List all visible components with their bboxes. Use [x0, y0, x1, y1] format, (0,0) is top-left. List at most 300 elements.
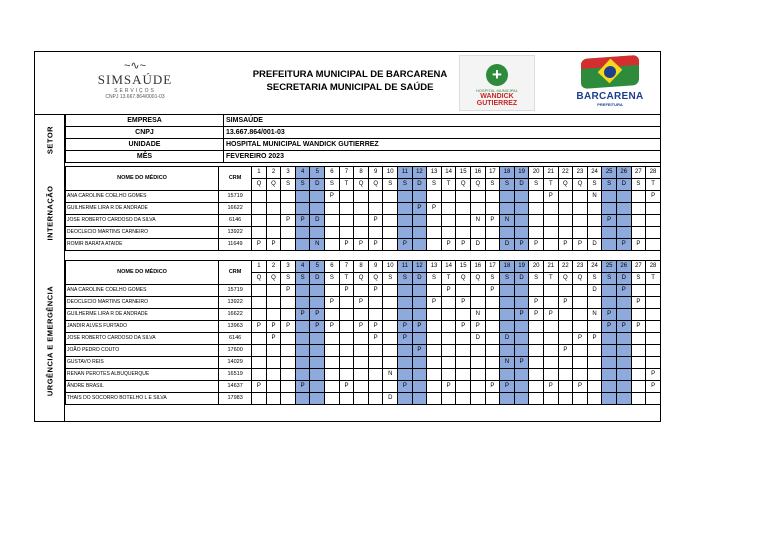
shift-cell	[646, 297, 661, 309]
shift-cell	[543, 357, 558, 369]
shift-cell	[398, 357, 413, 369]
shift-cell	[368, 191, 383, 203]
table-row	[66, 285, 661, 297]
shift-cell	[456, 357, 471, 369]
shift-cell: P	[471, 321, 486, 333]
doctor-name-header: NOME DO MÉDICO	[66, 167, 219, 191]
day-number: 27	[631, 261, 646, 273]
shift-cell: D	[587, 285, 602, 297]
shift-cell	[529, 191, 544, 203]
doctor-name: ANA CAROLINE COELHO GOMES	[66, 191, 219, 203]
day-number: 16	[471, 167, 486, 179]
shift-cell	[587, 381, 602, 393]
shift-cell	[398, 297, 413, 309]
day-number: 12	[412, 261, 427, 273]
info-row	[66, 115, 661, 127]
shift-cell: P	[529, 297, 544, 309]
doctor-name: GUILHERME LIRA R DE ANDRADE	[66, 309, 219, 321]
shift-cell	[310, 227, 325, 239]
info-row	[66, 127, 661, 139]
page-title	[235, 68, 465, 94]
shift-cell	[485, 393, 500, 405]
info-row	[66, 151, 661, 163]
shift-cell	[529, 285, 544, 297]
shift-cell: P	[368, 285, 383, 297]
day-number: 18	[500, 167, 515, 179]
day-number: 12	[412, 167, 427, 179]
info-value: SIMSAÚDE	[224, 115, 661, 127]
day-number: 4	[295, 167, 310, 179]
shift-cell	[485, 369, 500, 381]
flag-icon	[581, 55, 639, 89]
shift-cell	[631, 203, 646, 215]
shift-cell	[602, 297, 617, 309]
info-table	[65, 114, 661, 163]
weekday-letter: Q	[252, 179, 267, 191]
shift-cell	[252, 357, 267, 369]
day-number: 15	[456, 167, 471, 179]
shift-cell	[339, 309, 354, 321]
shift-cell: P	[485, 215, 500, 227]
weekday-letter: S	[631, 179, 646, 191]
day-number-row	[66, 261, 661, 273]
day-number: 1	[252, 261, 267, 273]
weekday-letter: D	[412, 273, 427, 285]
shift-cell	[587, 345, 602, 357]
day-number: 18	[500, 261, 515, 273]
weekday-letter: D	[514, 179, 529, 191]
shift-cell	[427, 345, 442, 357]
shift-cell	[266, 393, 281, 405]
shift-cell	[368, 357, 383, 369]
crm-header: CRM	[219, 167, 252, 191]
shift-cell	[295, 285, 310, 297]
shift-cell	[412, 285, 427, 297]
shift-cell	[325, 333, 340, 345]
doctor-name: ÂNDRE BRASIL	[66, 381, 219, 393]
shift-cell	[485, 309, 500, 321]
day-number: 28	[646, 261, 661, 273]
shift-cell	[646, 285, 661, 297]
doctor-crm: 17600	[219, 345, 252, 357]
shift-cell	[456, 285, 471, 297]
shift-cell	[471, 357, 486, 369]
shift-cell	[602, 333, 617, 345]
shift-cell	[646, 239, 661, 251]
doctor-name: ANA CAROLINE COELHO GOMES	[66, 285, 219, 297]
weekday-letter: S	[485, 273, 500, 285]
shift-cell	[631, 285, 646, 297]
shift-cell	[339, 227, 354, 239]
shift-cell	[500, 309, 515, 321]
shift-cell	[325, 309, 340, 321]
shift-cell	[266, 297, 281, 309]
shift-cell	[427, 321, 442, 333]
info-row	[66, 139, 661, 151]
shift-cell	[500, 297, 515, 309]
table-row	[66, 203, 661, 215]
shift-cell	[295, 239, 310, 251]
shift-cell	[339, 215, 354, 227]
shift-cell	[514, 285, 529, 297]
shift-cell	[368, 309, 383, 321]
title-line-2: SECRETARIA MUNICIPAL DE SAÚDE	[266, 82, 434, 93]
shift-cell	[631, 309, 646, 321]
shift-cell	[456, 333, 471, 345]
shift-cell	[514, 203, 529, 215]
shift-cell	[281, 203, 296, 215]
shift-cell: D	[500, 239, 515, 251]
shift-cell	[252, 285, 267, 297]
doctor-name: ROMIR BARATA ATAIDE	[66, 239, 219, 251]
schedule-table-urgencia	[65, 260, 661, 405]
shift-cell	[398, 393, 413, 405]
day-number: 11	[398, 167, 413, 179]
shift-cell	[646, 357, 661, 369]
hospital-logo-small: HOSPITAL MUNICIPAL	[476, 88, 518, 93]
day-number: 22	[558, 167, 573, 179]
shift-cell: P	[295, 309, 310, 321]
shift-cell: P	[441, 285, 456, 297]
shift-cell	[631, 215, 646, 227]
shift-cell: P	[368, 333, 383, 345]
day-number: 9	[368, 167, 383, 179]
weekday-letter: S	[602, 179, 617, 191]
day-number: 5	[310, 167, 325, 179]
shift-cell: D	[500, 333, 515, 345]
shift-cell	[456, 203, 471, 215]
shift-cell: P	[252, 239, 267, 251]
shift-cell	[310, 381, 325, 393]
shift-cell	[573, 369, 588, 381]
shift-cell	[427, 191, 442, 203]
shift-cell	[412, 215, 427, 227]
shift-cell	[441, 321, 456, 333]
day-number: 19	[514, 167, 529, 179]
shift-cell	[587, 227, 602, 239]
shift-cell: P	[616, 321, 631, 333]
weekday-letter: Q	[252, 273, 267, 285]
doctor-crm: 6146	[219, 215, 252, 227]
weekday-letter: Q	[471, 273, 486, 285]
shift-cell	[558, 369, 573, 381]
shift-cell	[514, 333, 529, 345]
shift-cell	[471, 203, 486, 215]
shift-cell	[383, 191, 398, 203]
shift-cell	[485, 203, 500, 215]
doctor-name: JOSE ROBERTO CARDOSO DA SILVA	[66, 333, 219, 345]
shift-cell	[558, 333, 573, 345]
shift-cell	[500, 369, 515, 381]
shift-cell	[485, 357, 500, 369]
shift-cell	[398, 369, 413, 381]
shift-cell	[339, 321, 354, 333]
shift-cell	[252, 203, 267, 215]
shift-cell: P	[310, 309, 325, 321]
hospital-logo-name2: GUTIERREZ	[476, 100, 518, 107]
shift-cell: P	[631, 239, 646, 251]
weekday-letter: S	[281, 273, 296, 285]
shift-cell	[383, 309, 398, 321]
table-row	[66, 297, 661, 309]
shift-cell	[529, 227, 544, 239]
title-line-1: PREFEITURA MUNICIPAL DE BARCARENA	[252, 69, 448, 80]
shift-cell	[383, 381, 398, 393]
info-key: CNPJ	[66, 127, 224, 139]
shift-cell: P	[295, 215, 310, 227]
weekday-letter: S	[398, 179, 413, 191]
shift-cell	[441, 333, 456, 345]
shift-cell: P	[325, 191, 340, 203]
shift-cell	[616, 333, 631, 345]
doctor-crm: 16622	[219, 309, 252, 321]
shift-cell	[354, 369, 369, 381]
shift-cell	[558, 321, 573, 333]
day-number: 7	[339, 167, 354, 179]
shift-cell	[252, 227, 267, 239]
weekday-letter: Q	[354, 179, 369, 191]
section-label-internacao	[35, 166, 65, 260]
shift-cell	[266, 285, 281, 297]
shift-cell	[427, 333, 442, 345]
shift-cell	[354, 227, 369, 239]
shift-cell	[310, 333, 325, 345]
shift-cell	[602, 239, 617, 251]
shift-cell	[295, 393, 310, 405]
shift-cell	[252, 393, 267, 405]
shift-cell	[252, 297, 267, 309]
shift-cell	[339, 203, 354, 215]
weekday-letter: S	[587, 179, 602, 191]
shift-cell	[441, 393, 456, 405]
shift-cell	[587, 297, 602, 309]
shift-cell	[529, 345, 544, 357]
weekday-letter: T	[441, 273, 456, 285]
shift-cell	[485, 333, 500, 345]
shift-cell	[295, 345, 310, 357]
shift-cell	[631, 381, 646, 393]
shift-cell	[266, 227, 281, 239]
shift-cell: P	[398, 239, 413, 251]
shift-cell	[325, 357, 340, 369]
shift-cell: P	[616, 285, 631, 297]
day-number: 24	[587, 261, 602, 273]
logo-cnpj: CNPJ 13.667.864/0001-03	[105, 94, 165, 100]
city-logo-sub: PREFEITURA	[597, 102, 623, 107]
shift-cell	[310, 357, 325, 369]
day-number: 20	[529, 167, 544, 179]
shift-cell	[252, 191, 267, 203]
day-number: 14	[441, 261, 456, 273]
doctor-crm: 15719	[219, 191, 252, 203]
weekday-letter: Q	[573, 179, 588, 191]
shift-cell: P	[558, 239, 573, 251]
shift-cell: P	[398, 321, 413, 333]
shift-cell: P	[543, 381, 558, 393]
shift-cell	[543, 345, 558, 357]
shift-cell	[427, 239, 442, 251]
shift-cell	[602, 381, 617, 393]
shift-cell: P	[325, 321, 340, 333]
shift-cell	[281, 381, 296, 393]
day-number: 11	[398, 261, 413, 273]
day-number: 6	[325, 167, 340, 179]
info-key: MÊS	[66, 151, 224, 163]
doctor-crm: 17983	[219, 393, 252, 405]
shift-cell	[602, 369, 617, 381]
shift-cell	[266, 345, 281, 357]
shift-cell	[325, 239, 340, 251]
shift-cell	[543, 239, 558, 251]
day-number: 20	[529, 261, 544, 273]
day-number: 9	[368, 261, 383, 273]
day-number: 25	[602, 261, 617, 273]
day-number: 13	[427, 167, 442, 179]
shift-cell	[295, 321, 310, 333]
weekday-letter: D	[616, 179, 631, 191]
weekday-letter: Q	[266, 179, 281, 191]
shift-cell	[427, 393, 442, 405]
weekday-letter: S	[383, 273, 398, 285]
shift-cell	[325, 345, 340, 357]
shift-cell	[543, 227, 558, 239]
shift-cell: P	[412, 321, 427, 333]
table-row	[66, 239, 661, 251]
shift-cell	[295, 369, 310, 381]
shift-cell	[587, 393, 602, 405]
day-number: 19	[514, 261, 529, 273]
shift-cell: P	[325, 297, 340, 309]
shift-cell	[646, 333, 661, 345]
shift-cell: P	[631, 297, 646, 309]
shift-cell: P	[646, 369, 661, 381]
day-number: 5	[310, 261, 325, 273]
shift-cell	[471, 381, 486, 393]
shift-cell	[602, 357, 617, 369]
shift-cell	[485, 239, 500, 251]
shift-cell	[616, 369, 631, 381]
shift-cell	[310, 191, 325, 203]
shift-cell	[529, 369, 544, 381]
doctor-name: JOSE ROBERTO CARDOSO DA SILVA	[66, 215, 219, 227]
shift-cell	[573, 227, 588, 239]
weekday-letter: T	[339, 179, 354, 191]
shift-cell: N	[383, 369, 398, 381]
shift-cell	[456, 369, 471, 381]
shift-cell	[500, 321, 515, 333]
shift-cell	[514, 297, 529, 309]
shift-cell	[471, 345, 486, 357]
shift-cell	[266, 369, 281, 381]
shift-cell: P	[529, 309, 544, 321]
shift-cell	[514, 381, 529, 393]
info-key: UNIDADE	[66, 139, 224, 151]
crm-header: CRM	[219, 261, 252, 285]
info-value: FEVEREIRO 2023	[224, 151, 661, 163]
shift-cell	[573, 321, 588, 333]
table-row	[66, 369, 661, 381]
shift-cell	[295, 333, 310, 345]
doctor-name: GUSTAVO REIS	[66, 357, 219, 369]
shift-cell	[500, 227, 515, 239]
shift-cell	[616, 227, 631, 239]
table-row	[66, 393, 661, 405]
shift-cell	[281, 239, 296, 251]
shift-cell	[514, 369, 529, 381]
shift-cell: P	[398, 381, 413, 393]
shift-cell	[383, 285, 398, 297]
shift-cell: P	[266, 321, 281, 333]
weekday-letter: Q	[573, 273, 588, 285]
doctor-crm: 13922	[219, 227, 252, 239]
day-number: 23	[573, 167, 588, 179]
weekday-letter: S	[500, 273, 515, 285]
shift-cell	[573, 393, 588, 405]
shift-cell	[441, 215, 456, 227]
weekday-letter: S	[529, 179, 544, 191]
shift-cell: P	[485, 285, 500, 297]
shift-cell	[252, 333, 267, 345]
weekday-letter: S	[325, 179, 340, 191]
doctor-crm: 13963	[219, 321, 252, 333]
setor-label-cell	[35, 114, 65, 166]
weekday-letter: S	[631, 273, 646, 285]
doctor-crm: 15719	[219, 285, 252, 297]
table-row	[66, 357, 661, 369]
shift-cell	[281, 309, 296, 321]
shift-cell	[485, 321, 500, 333]
shift-cell	[252, 345, 267, 357]
weekday-letter: S	[281, 179, 296, 191]
shift-cell	[602, 285, 617, 297]
shift-cell	[616, 309, 631, 321]
shift-cell	[368, 227, 383, 239]
shift-cell	[354, 357, 369, 369]
shift-cell	[631, 369, 646, 381]
doctor-crm: 16622	[219, 203, 252, 215]
day-number: 22	[558, 261, 573, 273]
shift-cell	[514, 227, 529, 239]
table-row	[66, 345, 661, 357]
shift-cell	[587, 215, 602, 227]
shift-cell	[266, 203, 281, 215]
shift-cell: P	[558, 345, 573, 357]
shift-cell	[529, 381, 544, 393]
shift-cell	[325, 381, 340, 393]
shift-cell	[427, 285, 442, 297]
weekday-letter: S	[529, 273, 544, 285]
day-number: 4	[295, 261, 310, 273]
shift-cell	[398, 309, 413, 321]
shift-cell	[456, 227, 471, 239]
weekday-letter: D	[616, 273, 631, 285]
shift-cell	[616, 393, 631, 405]
shift-cell	[354, 203, 369, 215]
shift-cell	[325, 285, 340, 297]
shift-cell	[266, 381, 281, 393]
weekday-letter: T	[543, 273, 558, 285]
shift-cell	[573, 203, 588, 215]
doctor-name: GUILHERME LIRA R DE ANDRADE	[66, 203, 219, 215]
day-number: 7	[339, 261, 354, 273]
weekday-letter: S	[427, 273, 442, 285]
shift-cell: P	[602, 309, 617, 321]
shift-cell	[295, 191, 310, 203]
doctor-name: JOÃO PEDRO COUTO	[66, 345, 219, 357]
shift-cell: P	[456, 239, 471, 251]
table-row	[66, 321, 661, 333]
shift-cell: D	[471, 239, 486, 251]
